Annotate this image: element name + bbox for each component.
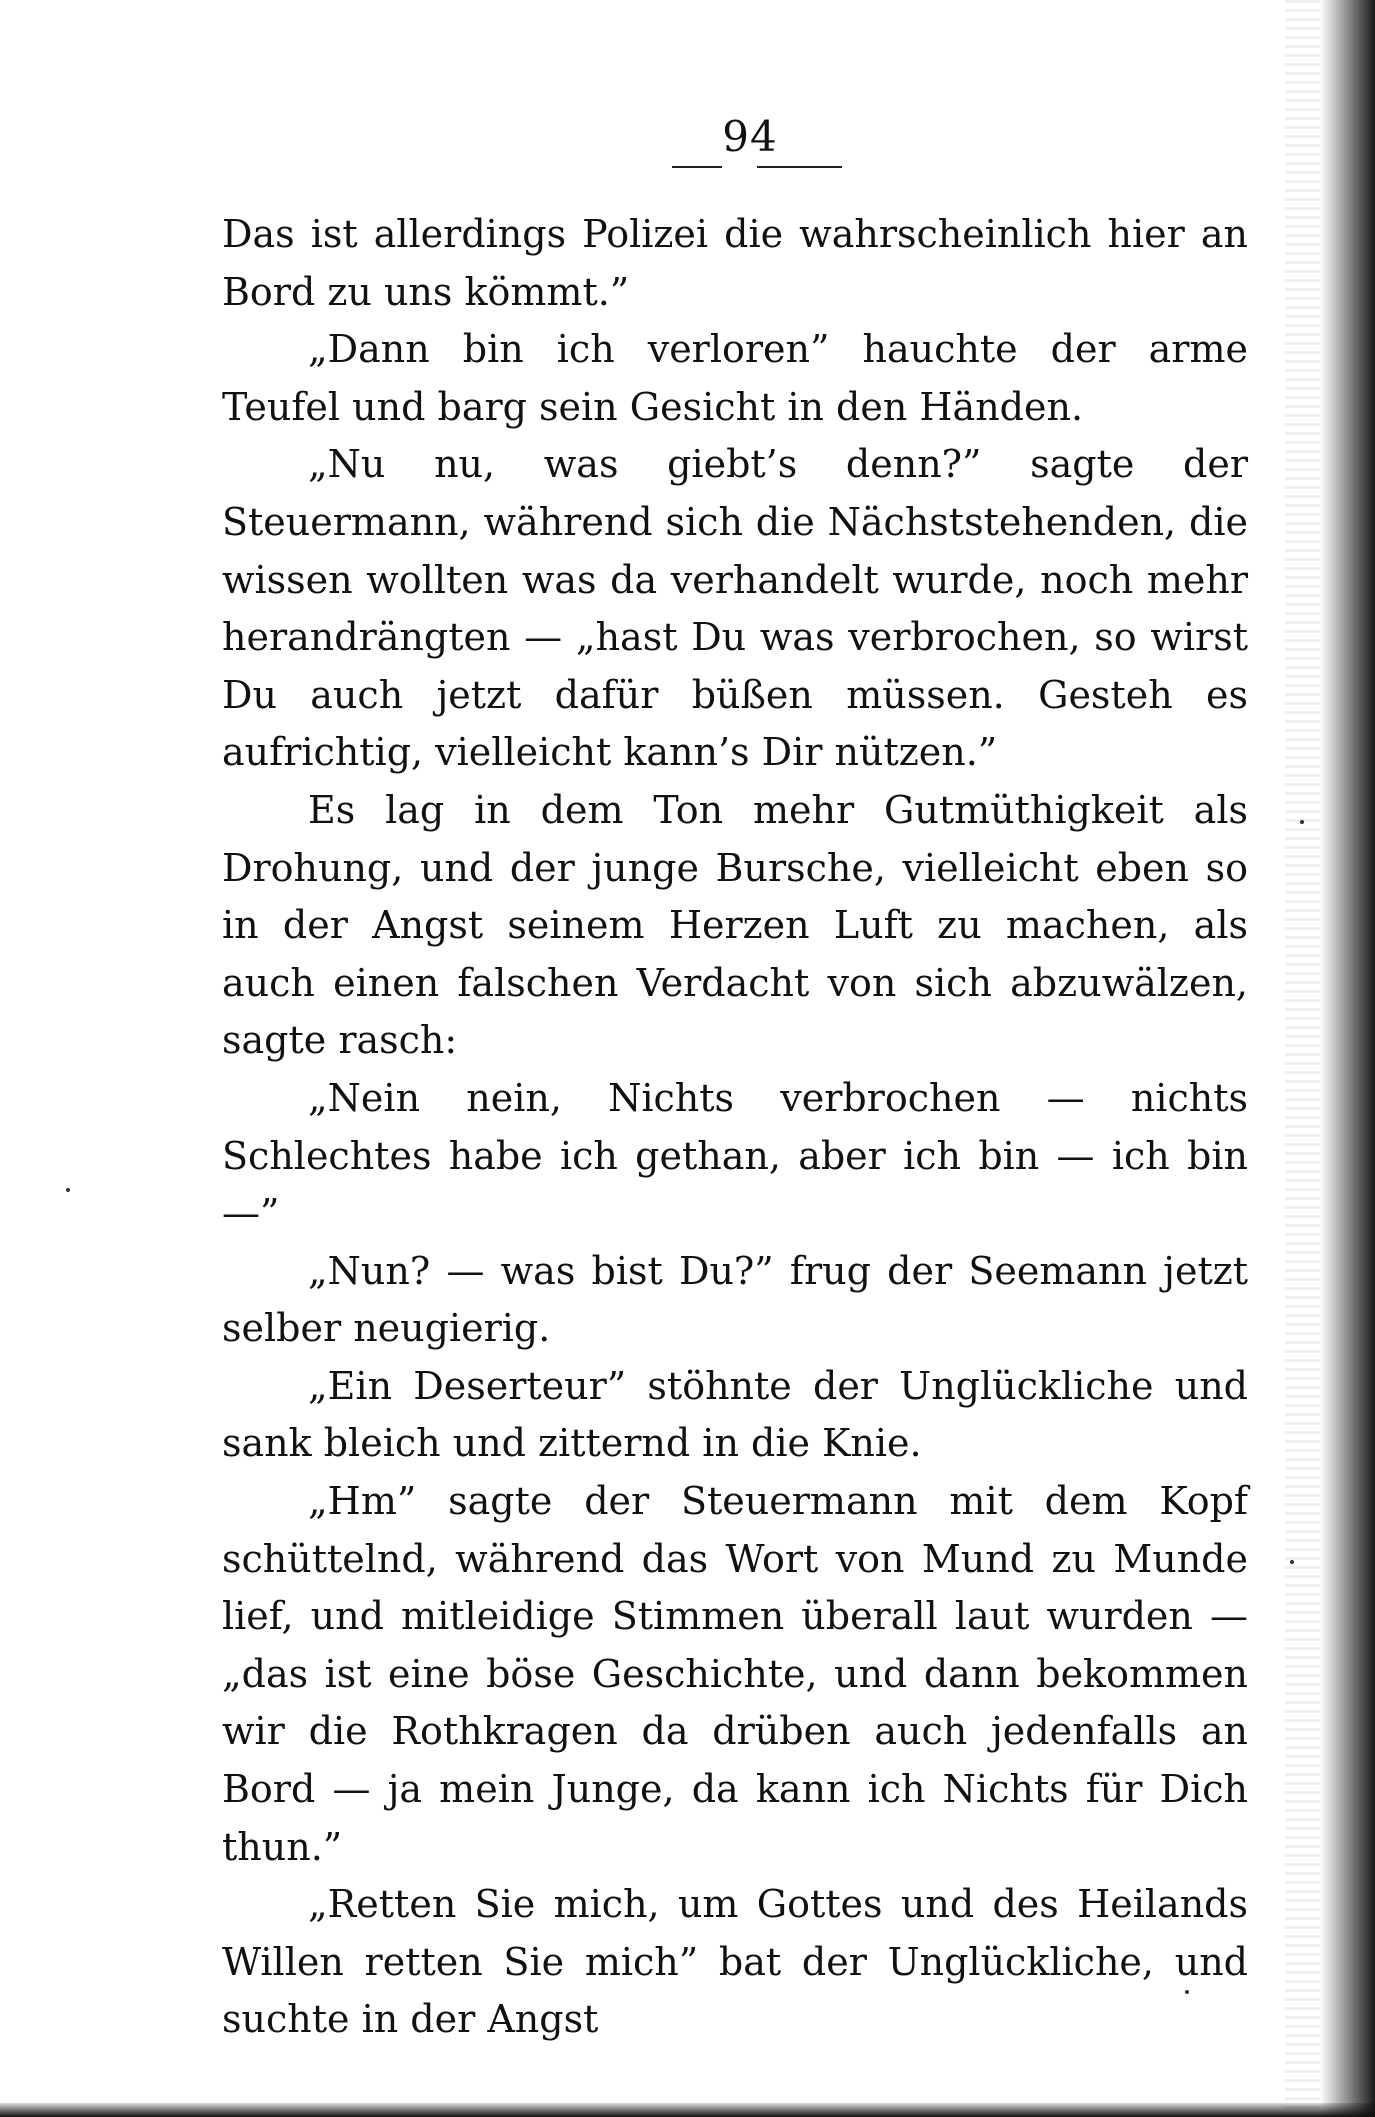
paragraph-6: „Nun? — was bist Du?” frug der Seemann jetzt selber neugierig. (222, 1248, 1248, 1351)
body-text (222, 206, 1248, 2049)
paragraph-4: Es lag in dem Ton mehr Gutmüthigkeit als Drohung, und der junge Bursche, vielleicht eben so in der Angst seinem Herzen Luft zu machen, als auch einen falschen Verdacht von sich abzuwälzen, sagte rasch: (222, 787, 1248, 1063)
paragraph-3: „Nu nu, was giebt’s denn?” sagte der Steuermann, während sich die Nächststehenden, die wissen wollten was da verhandelt wurde, noch mehr herandrängten — „hast Du was verbrochen, so wirst Du auch jetzt dafür büßen müssen. Gesteh es aufrichtig, vielleicht kann’s Dir nützen.” (222, 442, 1248, 775)
paragraph-5: „Nein nein, Nichts verbrochen — nichts Schlechtes habe ich gethan, aber ich bin — ich bin —” (222, 1075, 1248, 1236)
paper-speck (66, 1188, 70, 1192)
page-edge-texture (1285, 0, 1320, 2117)
header-rule-left (672, 166, 722, 168)
paragraph-7: „Ein Deserteur” stöhnte der Unglückliche und sank bleich und zitternd in die Knie. (222, 1363, 1248, 1466)
paragraph-1: Das ist allerdings Polizei die wahrscheinlich hier an Bord zu uns kömmt.” (222, 212, 1248, 314)
paper-speck (1185, 1990, 1189, 1994)
paragraph-9: „Retten Sie mich, um Gottes und des Heilands Willen retten Sie mich” bat der Unglückliche, und suchte in der Angst (222, 1882, 1248, 2042)
paper-speck (1290, 1560, 1294, 1564)
paragraph-8: „Hm” sagte der Steuermann mit dem Kopf schüttelnd, während das Wort von Mund zu Munde lief, und mitleidige Stimmen überall laut wurden — „das ist eine böse Geschichte, und dann bekommen wir die Rothkragen da drüben auch jedenfalls an Bord — ja mein Junge, da kann ich Nichts für Dich thun.” (222, 1479, 1248, 1869)
paper-speck (1300, 820, 1304, 824)
header-rule-right (757, 166, 842, 168)
paragraph-2: „Dann bin ich verloren” hauchte der arme Teufel und barg sein Gesicht in den Händen. (222, 327, 1248, 429)
page-edge-shadow (1320, 0, 1375, 2117)
page-bottom-edge (0, 2103, 1375, 2117)
page-number: 94 (722, 112, 778, 161)
